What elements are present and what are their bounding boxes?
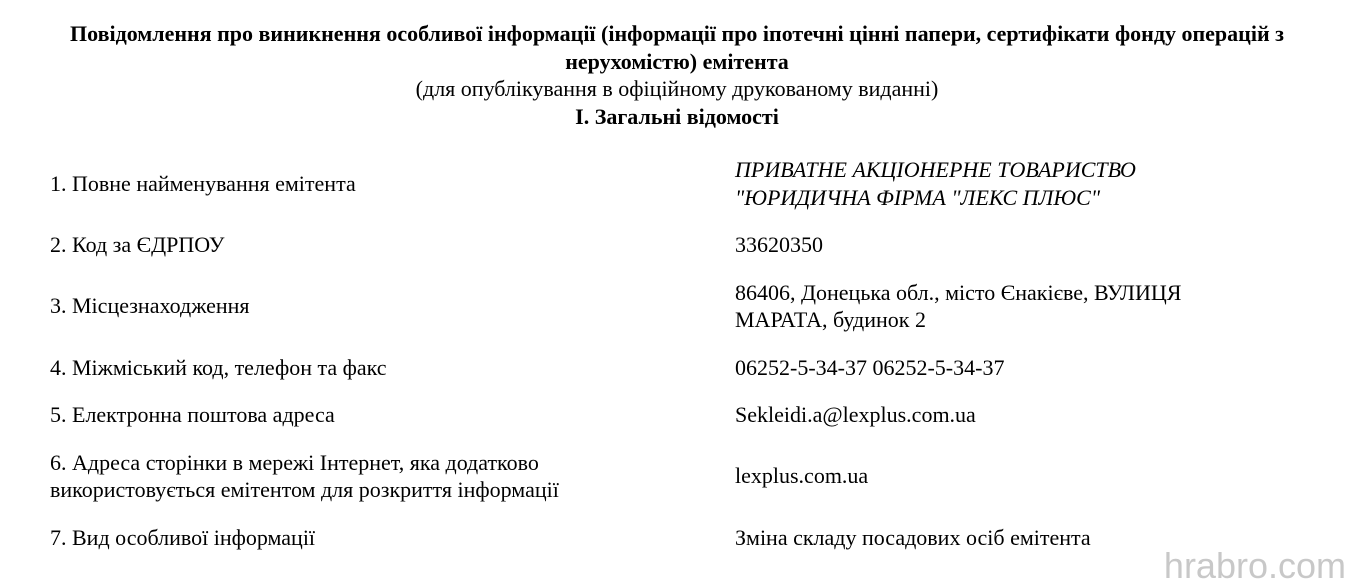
row-phone-fax-label: 4. Міжміський код, телефон та факс bbox=[50, 354, 387, 380]
watermark: hrabro.com bbox=[1163, 545, 1346, 586]
document-subtitle: (для опублікування в офіційному друкованому виданні) bbox=[415, 76, 939, 101]
row-email-label: 5. Електронна поштова адреса bbox=[50, 402, 335, 427]
document-title: Повідомлення про виникнення особливої інформації (інформації про іпотечні цінні папери, сертифікати фонду операцій з нерухомістю) емітента bbox=[70, 21, 1284, 74]
row-email bbox=[0, 391, 1354, 439]
row-website-value: lexplus.com.ua bbox=[735, 463, 869, 489]
row-info-type-value: Зміна складу посадових осіб емітента bbox=[735, 524, 1091, 550]
row-full-name-label: 1. Повне найменування емітента bbox=[50, 170, 356, 196]
row-info-type bbox=[0, 514, 1354, 562]
row-website bbox=[0, 439, 1354, 514]
row-location-label: 3. Місцезнаходження bbox=[50, 293, 250, 319]
row-email-value: Sekleidi.a@lexplus.com.ua bbox=[735, 402, 976, 427]
row-edrpou-code-value: 33620350 bbox=[735, 232, 823, 257]
document-header bbox=[0, 0, 1354, 130]
row-phone-fax bbox=[0, 344, 1354, 392]
row-location-value: 86406, Донецька обл., місто Єнакієве, ВУЛИЦЯ МАРАТА, будинок 2 bbox=[735, 279, 1182, 332]
row-edrpou-code bbox=[0, 221, 1354, 269]
general-info-table bbox=[0, 146, 1354, 561]
row-website-label: 6. Адреса сторінки в мережі Інтернет, яка додатково використовується емітентом для розкриття інформації bbox=[50, 449, 559, 502]
section-title: І. Загальні відомості bbox=[575, 103, 779, 129]
row-phone-fax-value: 06252-5-34-37 06252-5-34-37 bbox=[735, 354, 1005, 380]
row-location bbox=[0, 269, 1354, 344]
row-full-name-value: ПРИВАТНЕ АКЦІОНЕРНЕ ТОВАРИСТВО "ЮРИДИЧНА ФІРМА "ЛЕКС ПЛЮС" bbox=[735, 157, 1136, 210]
row-edrpou-code-label: 2. Код за ЄДРПОУ bbox=[50, 232, 225, 257]
row-info-type-label: 7. Вид особливої інформації bbox=[50, 524, 316, 550]
row-full-name bbox=[0, 146, 1354, 221]
